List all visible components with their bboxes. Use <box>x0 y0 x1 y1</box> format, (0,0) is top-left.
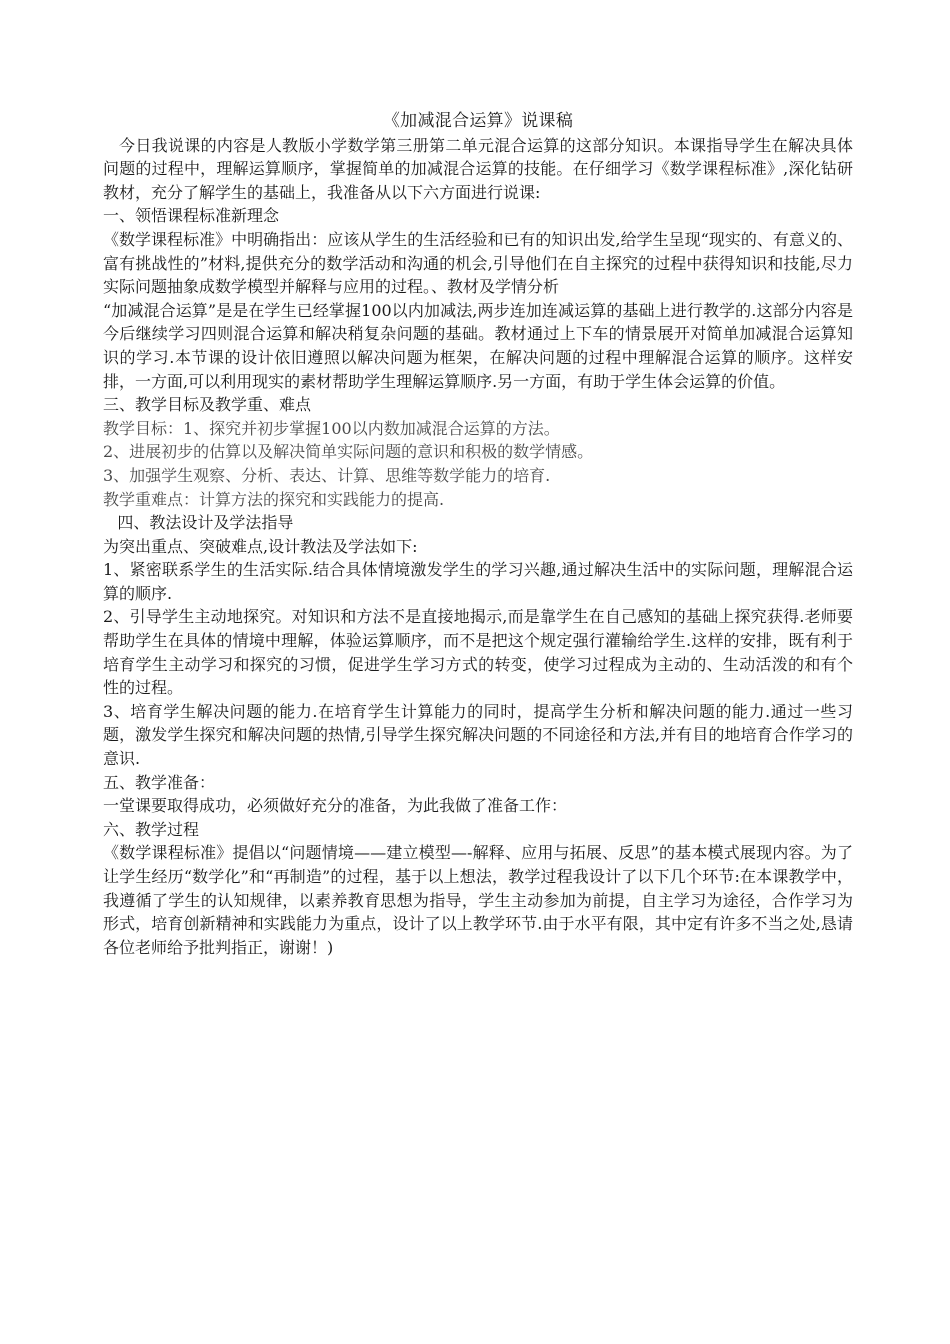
method-3: 3、培育学生解决问题的能力.在培育学生计算能力的同时，提高学生分析和解决问题的能力.通过一些习题，激发学生探究和解决问题的热情,引导学生探究解决问题的不同途径和方法,并有目的地培育合作学习的意识. <box>103 701 853 769</box>
key-points: 教学重难点：计算方法的探究和实践能力的提高. <box>103 489 445 509</box>
document-title: 《加减混合运算》说课稿 <box>382 111 574 131</box>
section-heading-3: 三、教学目标及教学重、难点 <box>103 395 312 415</box>
section-heading-5: 五、教学准备： <box>103 772 216 792</box>
section-6-paragraph: 《数学课程标准》提倡以“问题情境——建立模型—-解释、应用与拓展、反思”的基本模式展现内容。为了让学生经历“数学化”和“再制造”的过程，基于以上想法，教学过程我设计了以下几个环节:在本课教学中，我遵循了学生的认知规律，以素养教育思想为指导，学生主动参加为前提，自主学习为途径，合作学习为形式，培育创新精神和实践能力为重点，设计了以上教学环节.由于水平有限，其中定有许多不当之处,恳请各位老师给予批判指正，谢谢！) <box>103 843 853 957</box>
section-heading-4: 四、教法设计及学法指导 <box>117 513 294 533</box>
document-page <box>103 110 853 959</box>
section-2-paragraph: “加减混合运算”是是在学生已经掌握100以内加减法,两步连加连减运算的基础上进行教学的.这部分内容是今后继续学习四则混合运算和解决稍复杂问题的基础。教材通过上下车的情景展开对简单加减混合运算知识的学习.本节课的设计依旧遵照以解决问题为框架，在解决问题的过程中理解混合运算的顺序。这样安排，一方面,可以利用现实的素材帮助学生理解运算顺序.另一方面，有助于学生体会运算的价值。 <box>103 300 853 391</box>
section-4-intro: 为突出重点、突破难点,设计教法及学法如下: <box>103 536 418 556</box>
teaching-goal-3: 3、加强学生观察、分析、表达、计算、思维等数学能力的培育. <box>103 465 551 485</box>
method-1: 1、紧密联系学生的生活实际.结合具体情境激发学生的学习兴趣,通过解决生活中的实际问题，理解混合运算的顺序. <box>103 560 853 603</box>
teaching-goal-2: 2、进展初步的估算以及解决简单实际问题的意识和积极的数学情感。 <box>103 442 594 462</box>
section-heading-6: 六、教学过程 <box>103 819 200 839</box>
section-heading-1: 一、领悟课程标准新理念 <box>103 206 280 226</box>
section-5-paragraph: 一堂课要取得成功，必须做好充分的准备，为此我做了准备工作： <box>103 796 568 816</box>
method-2: 2、引导学生主动地探究。对知识和方法不是直接地揭示,而是靠学生在自己感知的基础上探究获得.老师要帮助学生在具体的情境中理解，体验运算顺序，而不是把这个规定强行灌输给学生.这样的安排，既有利于培育学生主动学习和探究的习惯，促进学生学习方式的转变，使学习过程成为主动的、生动活泼的和有个性的过程。 <box>103 607 853 698</box>
intro-paragraph: 今日我说课的内容是人教版小学数学第三册第二单元混合运算的这部分知识。本课指导学生在解决具体问题的过程中，理解运算顺序，掌握简单的加减混合运算的技能。在仔细学习《数学课程标准》,深化钻研教材，充分了解学生的基础上，我准备从以下六方面进行说课: <box>103 135 853 202</box>
teaching-goal-1: 教学目标：1、探究并初步掌握100以内数加减混合运算的方法。 <box>103 418 560 438</box>
section-1-paragraph: 《数学课程标准》中明确指出：应该从学生的生活经验和已有的知识出发,给学生呈现“现实的、有意义的、富有挑战性的”材料,提供充分的数学活动和沟通的机会,引导他们在自主探究的过程中获得知识和技能,尽力实际问题抽象成数学模型并解释与应用的过程。、教材及学情分析 <box>103 229 853 297</box>
